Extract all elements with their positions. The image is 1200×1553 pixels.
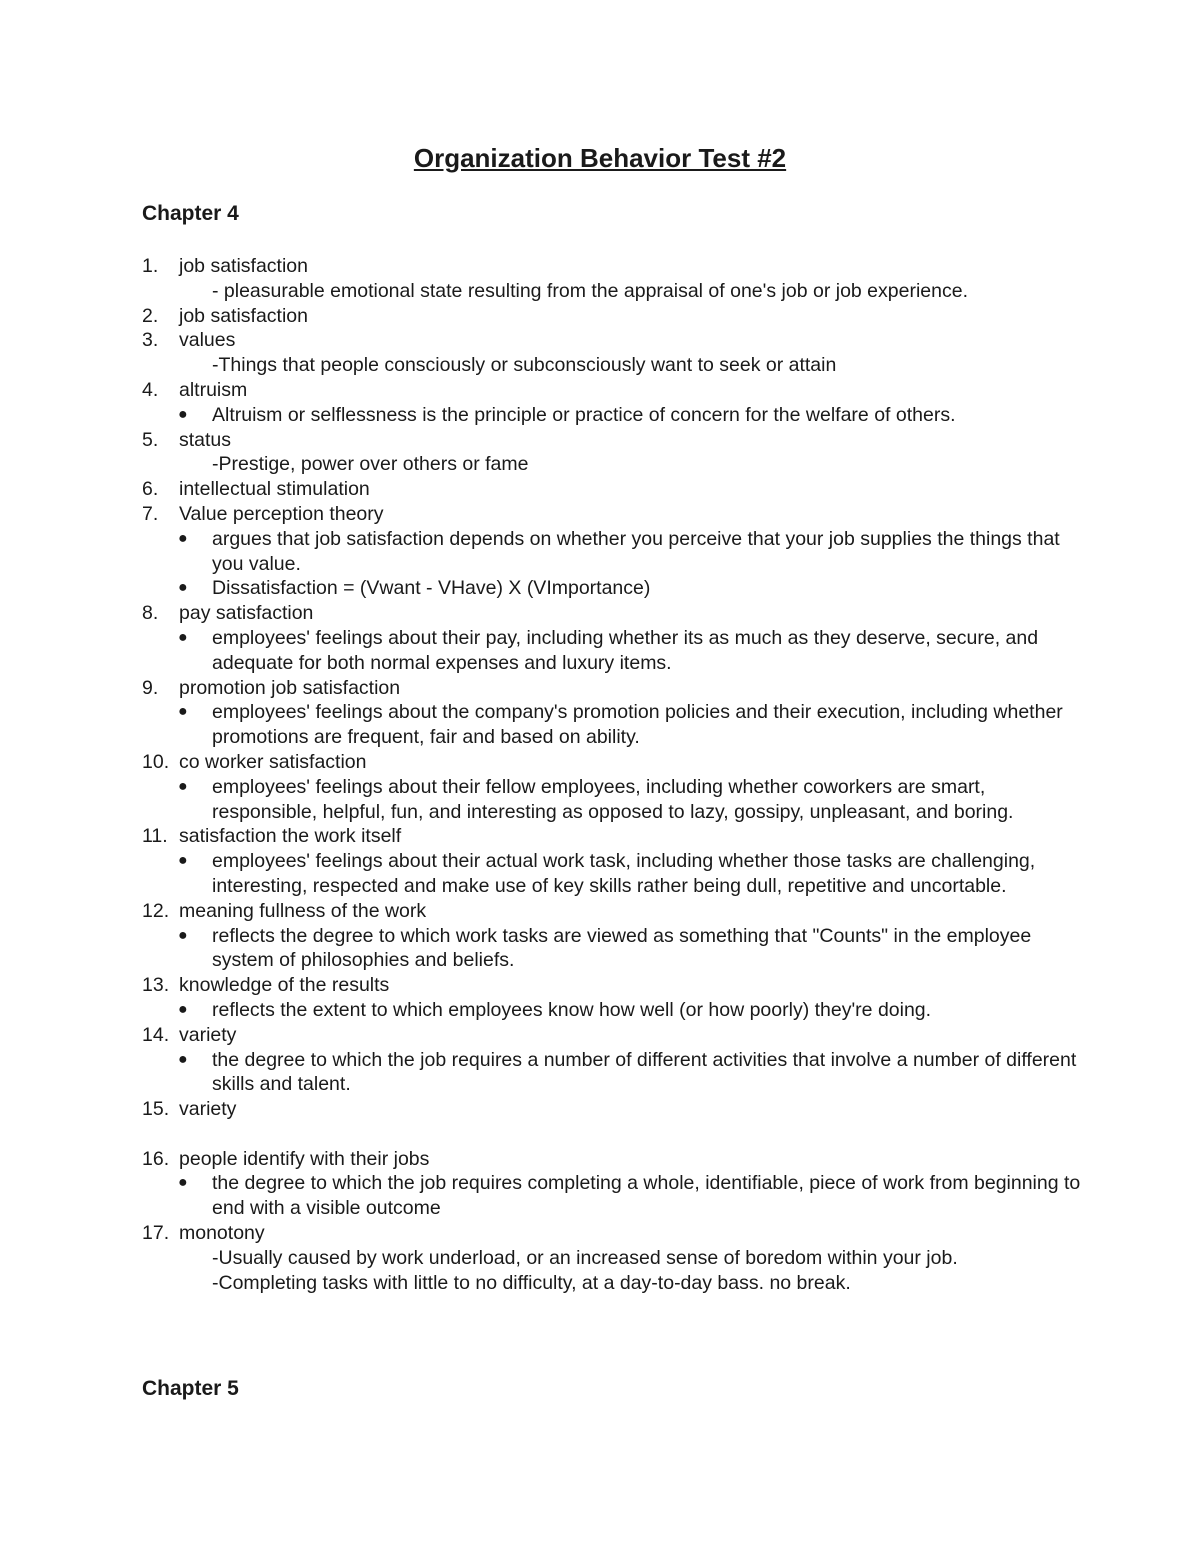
item-number: 8. [142, 602, 159, 625]
item-term: promotion job satisfaction [179, 676, 401, 699]
list-item [142, 304, 1082, 329]
list-item [142, 1023, 1082, 1097]
bullet-icon: ● [178, 1000, 188, 1018]
bullet-icon: ● [178, 1050, 188, 1068]
list-item [142, 502, 1082, 601]
item-term: co worker satisfaction [179, 750, 367, 773]
item-number: 11. [142, 825, 168, 848]
list-item [142, 1097, 1082, 1122]
item-number: 5. [142, 428, 159, 451]
item-note: - pleasurable emotional state resulting from the appraisal of one's job or job experience. [212, 279, 968, 302]
list-item [142, 601, 1082, 675]
bullet-point [142, 924, 1082, 974]
bullet-icon: ● [178, 926, 188, 944]
list-item [142, 254, 1082, 304]
bullet-text: employees' feelings about the company's promotion policies and their execution, including whether promotions are frequent, fair and based on ability. [212, 701, 1063, 749]
list-item [142, 973, 1082, 1023]
item-number: 12. [142, 899, 170, 922]
item-term: knowledge of the results [179, 974, 390, 997]
item-term: job satisfaction [179, 304, 308, 327]
item-number: 14. [142, 1023, 170, 1046]
bullet-point [142, 626, 1082, 676]
chapter-5-heading: Chapter 5 [142, 1377, 239, 1400]
list-item [142, 676, 1082, 750]
item-term: status [179, 428, 232, 451]
item-term: people identify with their jobs [179, 1147, 430, 1170]
list-item [142, 750, 1082, 824]
bullet-icon: ● [178, 405, 188, 423]
bullet-icon: ● [178, 777, 188, 795]
bullet-icon: ● [178, 579, 188, 597]
item-number: 3. [142, 329, 159, 352]
bullet-icon: ● [178, 852, 188, 870]
item-number: 16. [142, 1147, 170, 1170]
bullet-text: employees' feelings about their pay, including whether its as much as they deserve, secure, and adequate for both normal expenses and luxury items. [212, 626, 1039, 674]
list-item [142, 328, 1082, 378]
item-note: -Prestige, power over others or fame [212, 453, 529, 476]
item-term: intellectual stimulation [179, 478, 370, 501]
item-number: 15. [142, 1098, 170, 1121]
item-number: 2. [142, 304, 159, 327]
item-term: monotony [179, 1222, 265, 1245]
bullet-point [142, 403, 1082, 428]
item-term: altruism [179, 378, 248, 401]
item-number: 13. [142, 974, 170, 997]
item-term: meaning fullness of the work [179, 899, 427, 922]
item-term: values [179, 329, 236, 352]
item-note: -Usually caused by work underload, or an increased sense of boredom within your job. [212, 1246, 958, 1269]
item-number: 1. [142, 255, 159, 277]
item-term: job satisfaction [179, 255, 308, 277]
list-item [142, 824, 1082, 898]
bullet-icon: ● [178, 1174, 188, 1192]
bullet-point [142, 1048, 1082, 1098]
bullet-point [142, 576, 1082, 601]
bullet-text: argues that job satisfaction depends on whether you perceive that your job supplies the things that you value. [212, 527, 1060, 575]
bullet-text: employees' feelings about their fellow employees, including whether coworkers are smart, responsible, helpful, fun, and interesting as opposed to lazy, gossipy, unpleasant, and boring. [212, 775, 1014, 823]
bullet-point [142, 527, 1082, 577]
bullet-icon: ● [178, 628, 188, 646]
chapter-4-heading: Chapter 4 [142, 202, 239, 225]
bullet-text: employees' feelings about their actual work task, including whether those tasks are challenging, interesting, respected and make use of key skills rather being dull, repetitive and uncortable. [212, 850, 1036, 897]
list-item [142, 477, 1082, 502]
list-item [142, 899, 1082, 973]
item-term: pay satisfaction [179, 602, 314, 625]
list-item [142, 1221, 1082, 1295]
item-note: -Things that people consciously or subconsciously want to seek or attain [212, 354, 837, 377]
list-item [142, 378, 1082, 428]
item-term: satisfaction the work itself [179, 825, 402, 848]
bullet-text: the degree to which the job requires completing a whole, identifiable, piece of work from beginning to end with a visible outcome [212, 1172, 1081, 1220]
bullet-point [142, 849, 1082, 899]
item-number: 10. [142, 750, 170, 773]
bullet-text: reflects the extent to which employees know how well (or how poorly) they're doing. [212, 998, 932, 1021]
page-title: Organization Behavior Test #2 [413, 143, 787, 173]
item-number: 17. [142, 1222, 170, 1245]
item-note: -Completing tasks with little to no difficulty, at a day-to-day bass. no break. [212, 1271, 851, 1294]
item-number: 7. [142, 502, 159, 525]
item-term: variety [179, 1023, 237, 1046]
list-item [142, 428, 1082, 478]
item-number: 6. [142, 478, 159, 501]
item-number: 4. [142, 378, 159, 401]
bullet-point [142, 998, 1082, 1023]
bullet-point [142, 775, 1082, 825]
bullet-text: the degree to which the job requires a number of different activities that involve a number of different skills and talent. [212, 1048, 1077, 1096]
blank-line [142, 1122, 1082, 1147]
item-term: Value perception theory [179, 502, 384, 525]
bullet-icon: ● [178, 703, 188, 721]
definition-list [142, 254, 1082, 1295]
bullet-text: Dissatisfaction = (Vwant - VHave) X (VImportance) [212, 577, 651, 600]
item-term: variety [179, 1098, 237, 1121]
bullet-text: reflects the degree to which work tasks are viewed as something that "Counts" in the employee system of philosophies and beliefs. [212, 924, 1032, 972]
bullet-icon: ● [178, 529, 188, 547]
bullet-text: Altruism or selflessness is the principle or practice of concern for the welfare of others. [212, 403, 956, 426]
item-number: 9. [142, 676, 159, 699]
list-item [142, 1147, 1082, 1221]
bullet-point [142, 1171, 1082, 1221]
bullet-point [142, 700, 1082, 750]
